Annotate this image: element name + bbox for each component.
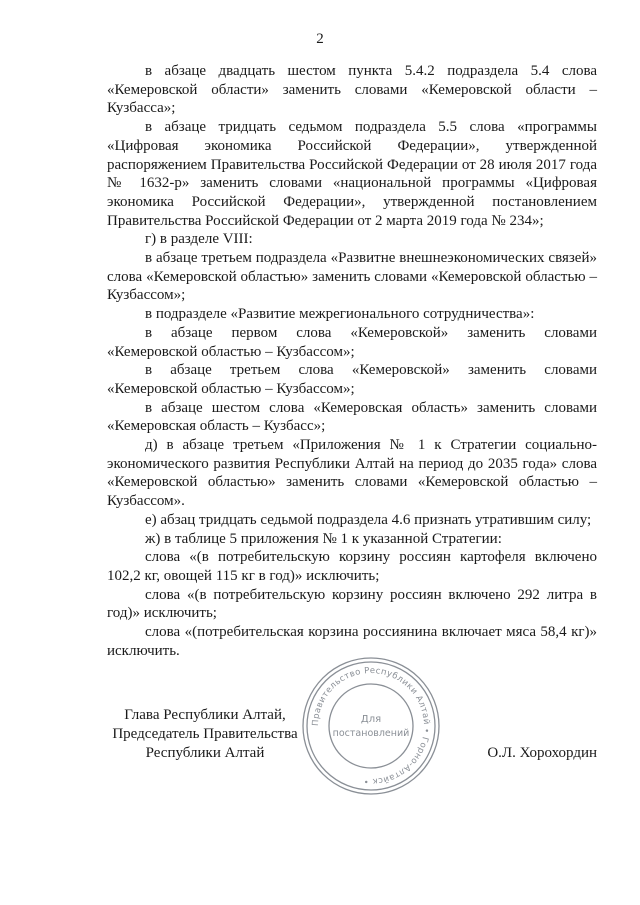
signatory-title-line: Глава Республики Алтай, xyxy=(124,707,286,723)
document-body xyxy=(107,62,597,661)
paragraph: в абзаце тридцать седьмом подраздела 5.5 слова «программы «Цифровая экономика Российской Федерации», утвержденной распоряжением Правительства Российской Федерации от 28 июля 2017 года № 1632-р» заменить словами «национальной программы «Цифровая экономика Российской Федерации», утвержденной постановлением Правительства Российской Федерации от 2 марта 2019 года № 234»; xyxy=(107,119,597,229)
paragraph: д) в абзаце третьем «Приложения № 1 к Стратегии социально-экономического развития Республики Алтай на период до 2035 года» слова «Кемеровской областью» заменить словами «Кемеровской областью – Кузбассом». xyxy=(107,437,597,510)
paragraph: в абзаце третьем подраздела «Развитне внешнеэкономических связей» слова «Кемеровской областью» заменить словами «Кемеровской областью – Кузбассом»; xyxy=(107,250,597,304)
paragraph: слова «(в потребительскую корзину россиян картофеля включено 102,2 кг, овощей 115 кг в год)» исключить; xyxy=(107,549,597,584)
signatory-title-line: Председатель Правительства xyxy=(112,726,298,742)
seal-icon xyxy=(300,655,442,797)
paragraph: в подразделе «Развитие межрегионального сотрудничества»: xyxy=(145,306,535,323)
paragraph: слова «(потребительская корзина россиянина включает мяса 58,4 кг)» исключить. xyxy=(107,624,597,659)
seal-center-text: постановлений xyxy=(332,728,410,739)
paragraph: е) абзац тридцать седьмой подраздела 4.6 признать утратившим силу; xyxy=(145,511,592,528)
signatory-title xyxy=(107,706,303,763)
paragraph: в абзаце шестом слова «Кемеровская область» заменить словами «Кемеровская область – Кузбасс»; xyxy=(107,399,597,435)
seal-outer-ring xyxy=(303,658,439,794)
seal-ring-text: Правительство Республики Алтай • Горно-Алтайск • xyxy=(310,665,432,787)
paragraph: в абзаце третьем слова «Кемеровской» заменить словами «Кемеровской областью – Кузбассом»; xyxy=(107,362,597,397)
page-number: 2 xyxy=(316,31,324,47)
seal-center-text: Для xyxy=(360,714,382,725)
paragraph: в абзаце первом слова «Кемеровской» заменить словами «Кемеровской областью – Кузбассом»; xyxy=(107,324,597,360)
seal-inner-ring xyxy=(329,684,413,768)
paragraph: слова «(в потребительскую корзину россиян включено 292 литра в год)» исключить; xyxy=(107,586,597,622)
paragraph: ж) в таблице 5 приложения № 1 к указанной Стратегии: xyxy=(145,530,502,547)
signatory-title-line: Республики Алтай xyxy=(145,745,265,761)
paragraph: г) в разделе VIII: xyxy=(145,231,253,248)
official-seal-stamp xyxy=(300,655,442,797)
seal-outer-ring-inner xyxy=(307,662,435,790)
signatory-name: О.Л. Хорохордин xyxy=(487,745,597,761)
paragraph: в абзаце двадцать шестом пункта 5.4.2 подраздела 5.4 слова «Кемеровской области» заменить словами «Кемеровской области – Кузбасса»; xyxy=(107,63,597,117)
